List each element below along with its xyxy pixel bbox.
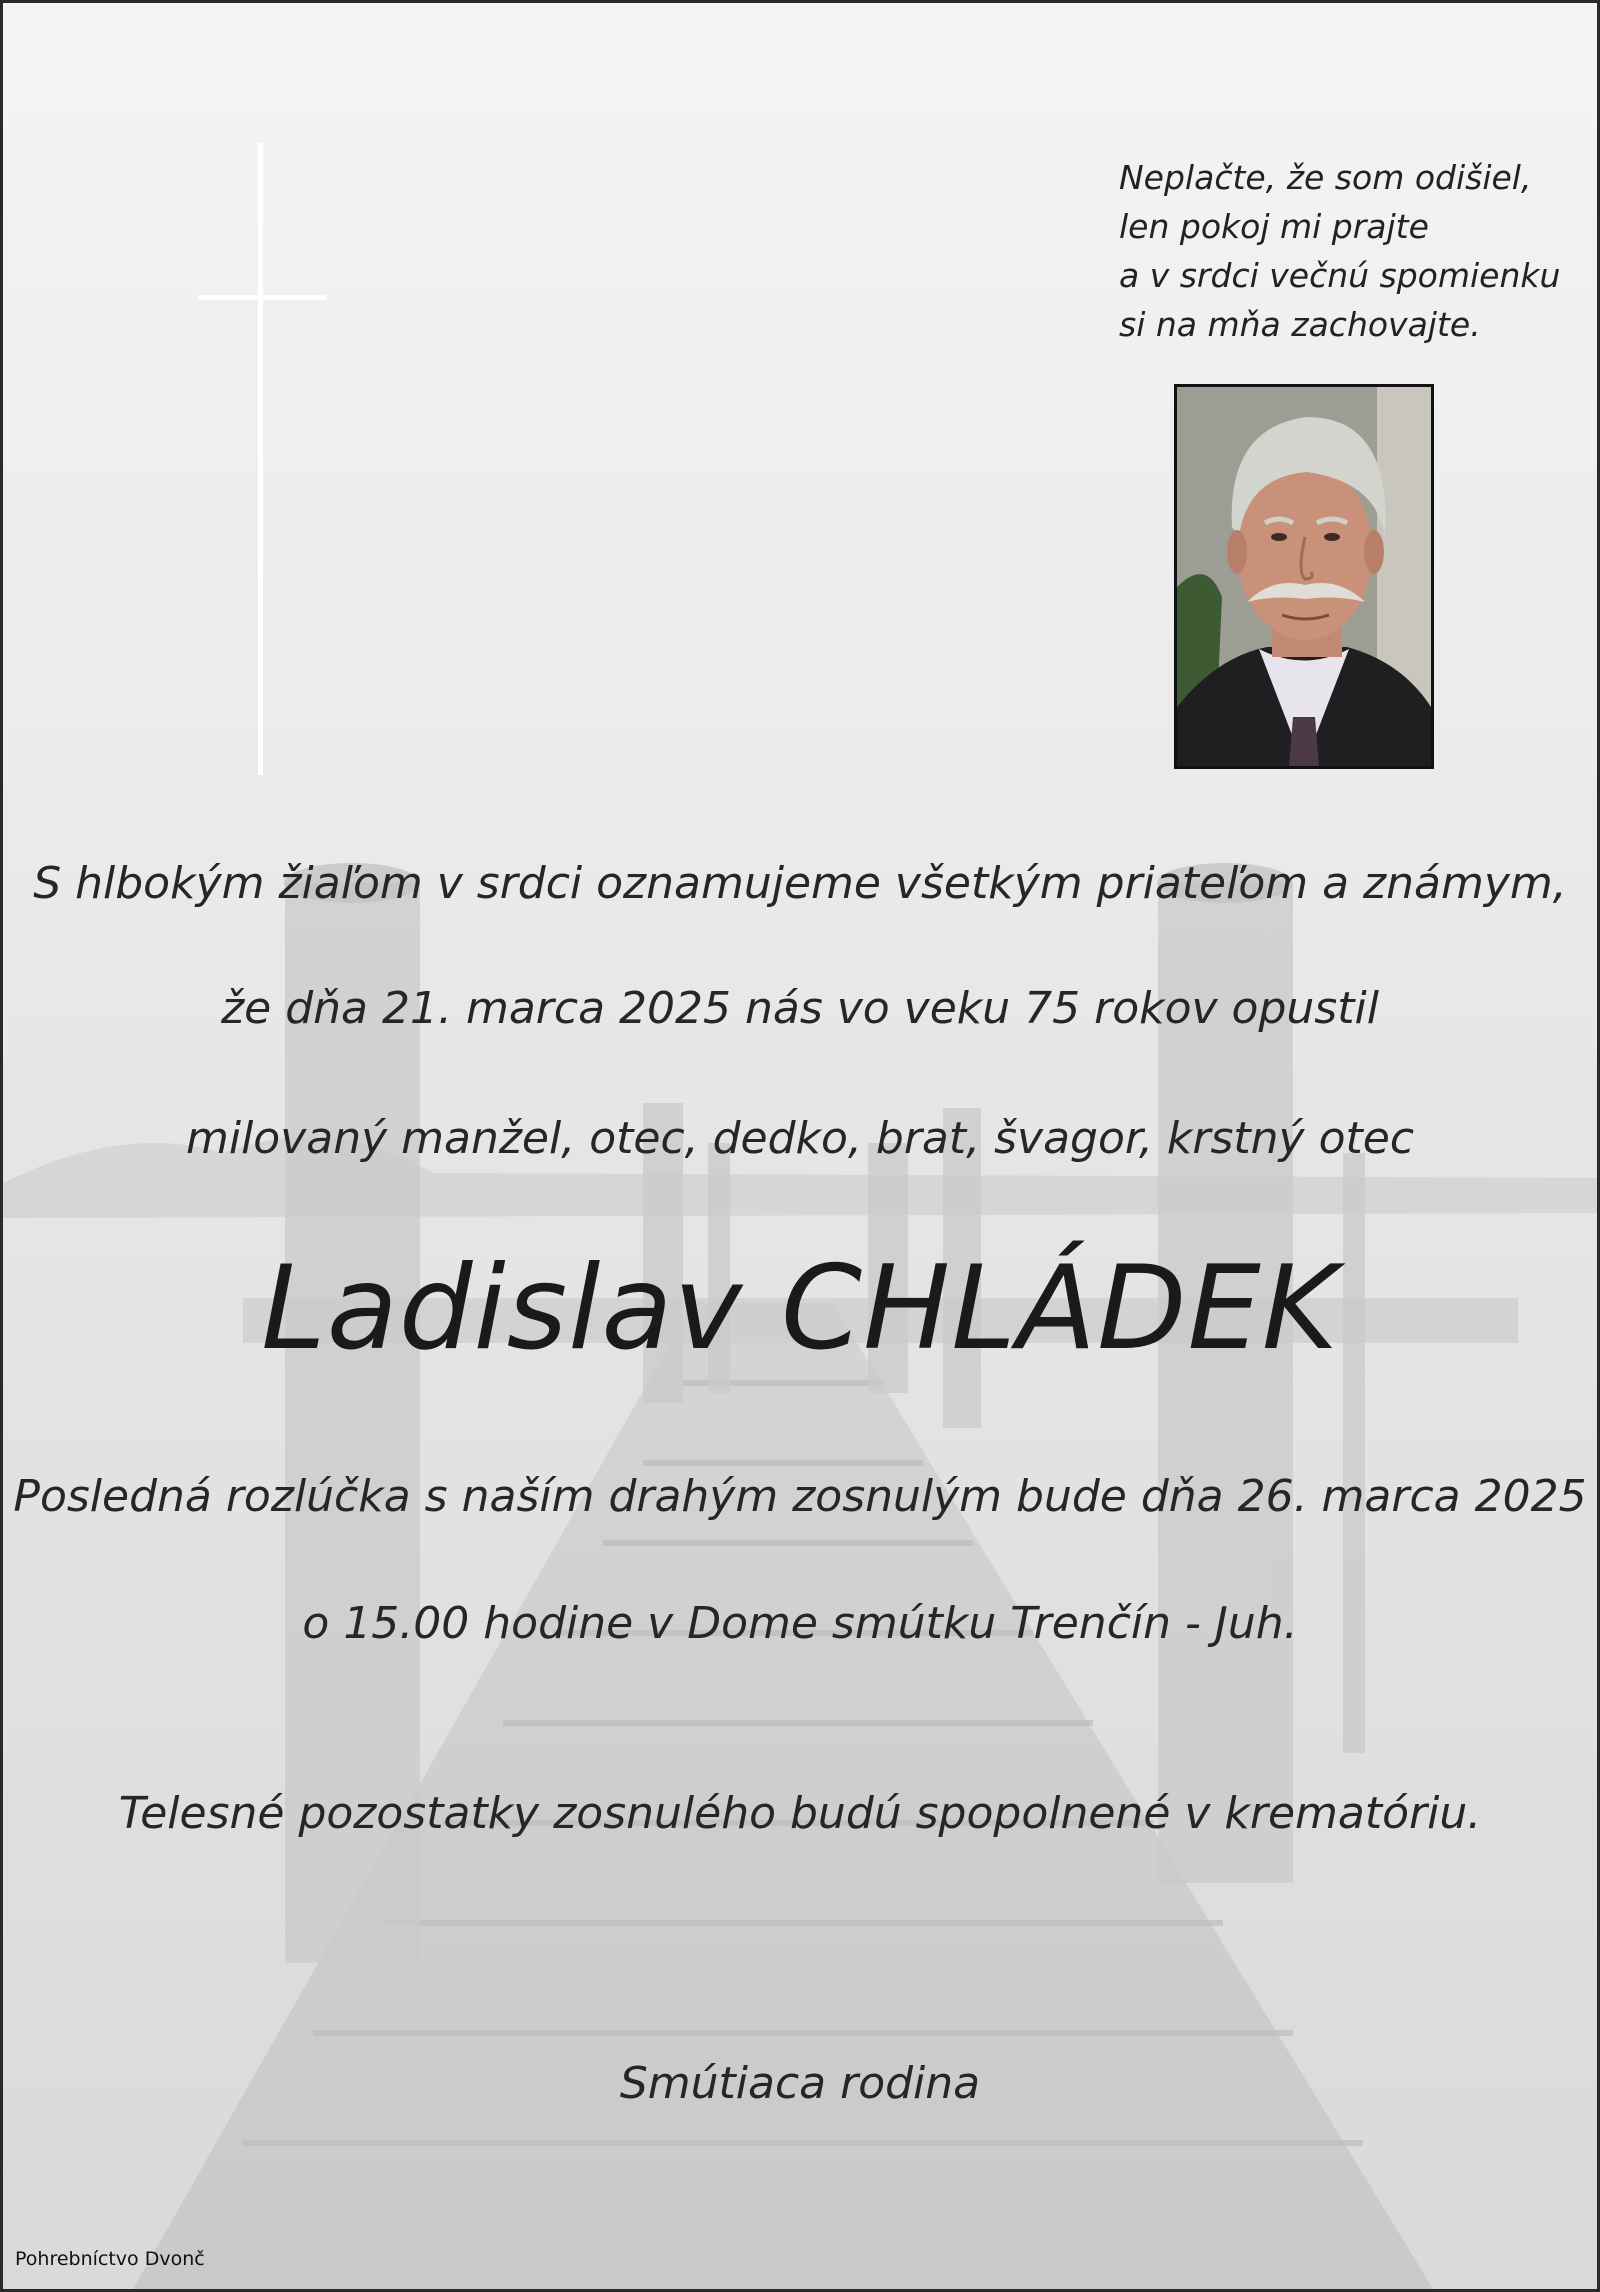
poem-line: Neplačte, že som odišiel, xyxy=(1119,158,1532,197)
funeral-home-credit: Pohrebníctvo Dvonč xyxy=(15,2248,205,2270)
deceased-name: Ladislav CHLÁDEK xyxy=(261,1241,1339,1376)
poem-line: a v srdci večnú spomienku xyxy=(1119,256,1561,295)
announcement-line-3: milovaný manžel, otec, dedko, brat, švagor, krstný otec xyxy=(185,1113,1415,1164)
funeral-place-line: o 15.00 hodine v Dome smútku Trenčín - Juh. xyxy=(302,1598,1298,1649)
announcement-line-1: S hlbokým žiaľom v srdci oznamujeme všetkým priateľom a známym, xyxy=(33,858,1567,909)
funeral-date-line: Posledná rozlúčka s naším drahým zosnulým bude dňa 26. marca 2025 xyxy=(13,1471,1587,1522)
poem-line: len pokoj mi prajte xyxy=(1119,207,1429,246)
cross-icon xyxy=(193,143,333,783)
cremation-note: Telesné pozostatky zosnulého budú spopolnené v krematóriu. xyxy=(118,1788,1482,1839)
memorial-poem xyxy=(1119,153,1560,349)
portrait-photo xyxy=(1174,384,1434,769)
poem-line: si na mňa zachovajte. xyxy=(1119,305,1481,344)
signature: Smútiaca rodina xyxy=(619,2058,981,2109)
portrait-illustration xyxy=(1177,387,1431,766)
announcement-line-2: že dňa 21. marca 2025 nás vo veku 75 rokov opustil xyxy=(221,983,1379,1034)
